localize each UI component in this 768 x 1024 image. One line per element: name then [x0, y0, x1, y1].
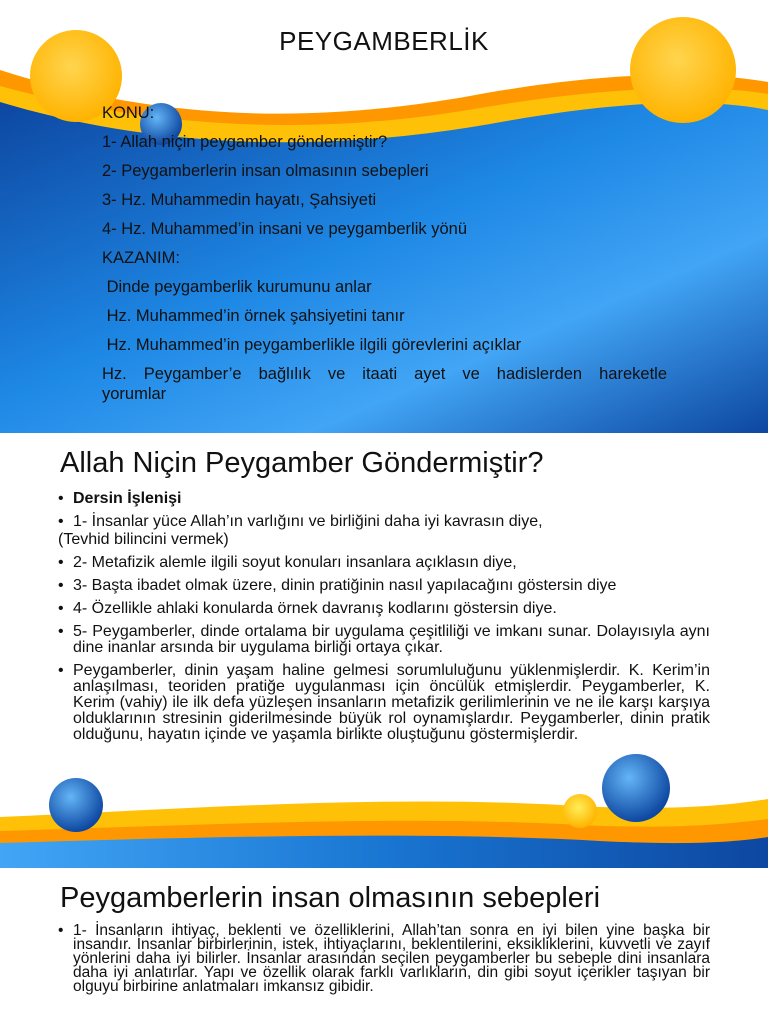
bullet-icon: • — [58, 554, 64, 571]
list-item — [58, 491, 710, 507]
list-item-text: 1- İnsanların ihtiyaç, beklenti ve özelliklerini, Allah’tan sonra en iyi bilen yine başka bir insandır. İnsanlar birbirlerinin, istek, ihtiyaçlarını, beklentilerini, eksikliklerini, kuvvetli ve zayıf yönlerini daha iyi bilirler. İnsanlar arasından seçilen peygamberler bu sebeple dini insanlara daha iyi anlatırlar. Yapı ve özellik olarak farklı varlıkların, din gibi soyut içerikler taşıyan bir olguyu birbirine anlatmaları imkansız gibidir. — [73, 922, 710, 995]
list-item-text: 5- Peygamberler, dinde ortalama bir uygulama çeşitliliği ve imkanı sunar. Dolayısıyla aynı dine inanlar arsında bir uygulama birliği ortaya çıkar. — [73, 623, 710, 656]
list-item — [58, 624, 710, 656]
yellow-circle-decoration — [563, 794, 597, 828]
list-item-text: 1- İnsanlar yüce Allah’ın varlığını ve birliğini daha iyi kavrasın diye, — [73, 513, 543, 530]
slide-peygamberlerin-insan-olmasi — [0, 868, 768, 1024]
topic-item: 4- Hz. Muhammed’in insani ve peygamberlik yönü — [102, 220, 467, 238]
outcome-item: Hz. Muhammed’in peygamberlikle ilgili görevlerini açıklar — [102, 336, 522, 354]
list-item-text: 3- Başta ibadet olmak üzere, dinin pratiğinin nasıl yapılacağını göstersin diye — [73, 577, 617, 594]
slide-allah-nicin-peygamber — [0, 433, 768, 868]
list-item — [58, 578, 710, 594]
section-label-kazanim: KAZANIM: — [102, 249, 180, 267]
bullet-icon: • — [58, 600, 64, 617]
list-item-text: Peygamberler, dinin yaşam haline gelmesi sorumluluğunu yüklenmişlerdir. K. Kerim’in anlaşılması, teoriden pratiğe uygulanması için öncülük etmişlerdir. Peygamberler, K. Kerim (vahiy) ile ilk defa yüzleşen insanların metafizik gerilimlerinin ve ne ile karşı karşıya olduklarının stresinin giderilmesinde büyük rol oynamışlardır. Peygamberler, dinin pratik olduğunu, hayatın içinde ve yaşamla birlikte oluştuğunu göstermişlerdir. — [73, 662, 710, 743]
outcome-item-continuation: yorumlar — [102, 385, 167, 403]
list-item-continuation — [58, 532, 710, 548]
list-item — [58, 924, 710, 994]
slide-title: Allah Niçin Peygamber Göndermiştir? — [60, 447, 544, 479]
bullet-icon: • — [58, 513, 64, 530]
list-item — [58, 601, 710, 617]
outcome-item: Hz. Peygamber’e bağlılık ve itaati ayet ve hadislerden hareketle — [102, 365, 667, 383]
blue-ball-decoration — [49, 778, 103, 832]
reasons-list — [58, 924, 710, 1000]
list-item-text: (Tevhid bilincini vermek) — [58, 531, 229, 548]
bullet-icon: • — [58, 922, 64, 939]
bullet-icon: • — [58, 490, 64, 507]
slide-peygamberlik-overview — [0, 0, 768, 433]
list-heading: Dersin İşlenişi — [73, 490, 182, 507]
topic-item: 3- Hz. Muhammedin hayatı, Şahsiyeti — [102, 191, 377, 209]
topic-list — [102, 104, 667, 404]
slide-title: Peygamberlerin insan olmasının sebepleri — [60, 882, 601, 914]
outcome-item: Dinde peygamberlik kurumunu anlar — [102, 278, 372, 296]
bullet-icon: • — [58, 623, 64, 640]
bullet-icon: • — [58, 577, 64, 594]
topic-item: 2- Peygamberlerin insan olmasının sebepleri — [102, 162, 429, 180]
list-item — [58, 555, 710, 571]
topic-item: 1- Allah niçin peygamber göndermiştir? — [102, 133, 388, 151]
blue-ball-decoration — [602, 754, 670, 822]
outcome-item: Hz. Muhammed’in örnek şahsiyetini tanır — [102, 307, 405, 325]
bullet-icon: • — [58, 662, 64, 679]
reasons-list — [58, 491, 710, 750]
list-item-text: 4- Özellikle ahlaki konularda örnek davranış kodlarını göstersin diye. — [73, 600, 557, 617]
list-item-text: 2- Metafizik alemle ilgili soyut konuları insanlara açıklasın diye, — [73, 554, 517, 571]
slide-title: PEYGAMBERLİK — [279, 26, 489, 56]
section-label-konu: KONU: — [102, 104, 155, 122]
list-item — [58, 514, 710, 530]
list-item — [58, 663, 710, 743]
